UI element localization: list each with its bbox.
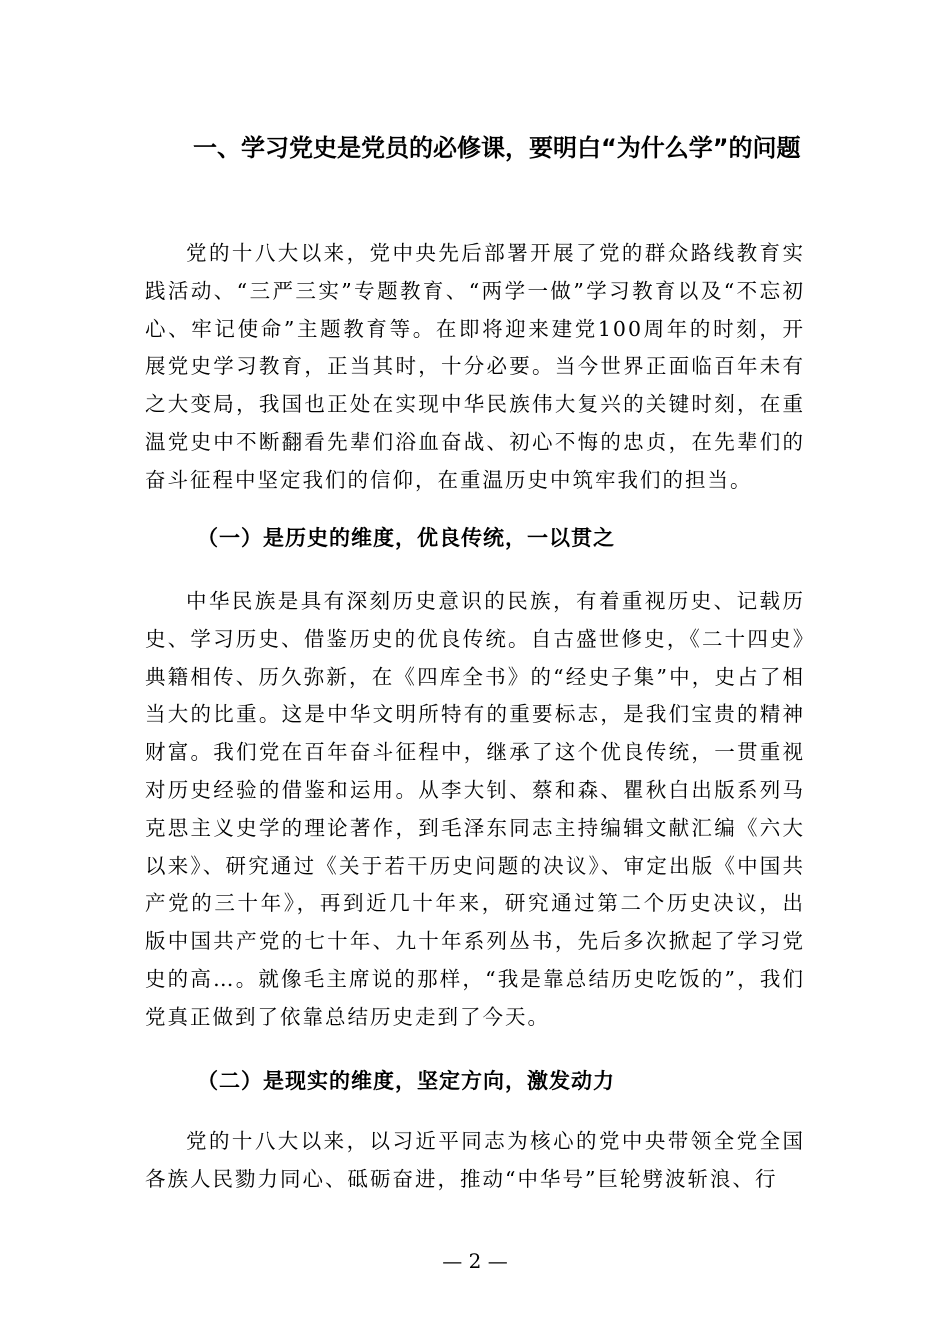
subsection-paragraph-2: 党的十八大以来，以习近平同志为核心的党中央带领全党全国各族人民勠力同心、砥砺奋进，推动“中华号”巨轮劈波斩浪、行 xyxy=(145,1129,805,1191)
subsection-heading-1: （一）是历史的维度，优良传统，一以贯之 xyxy=(197,526,615,550)
page-number: — 2 — xyxy=(442,1249,508,1273)
subsection-heading-2: （二）是现实的维度，坚定方向，激发动力 xyxy=(197,1069,615,1093)
section-heading: 一、学习党史是党员的必修课，要明白“为什么学”的问题 xyxy=(193,134,801,162)
intro-paragraph: 党的十八大以来，党中央先后部署开展了党的群众路线教育实践活动、“三严三实”专题教育、“两学一做”学习教育以及“不忘初心、牢记使命”主题教育等。在即将迎来建党100周年的时刻，开展党史学习教育，正当其时，十分必要。当今世界正面临百年未有之大变局，我国也正处在实现中华民族伟大复兴的关键时刻，在重温党史中不断翻看先辈们浴血奋战、初心不悔的忠贞，在先辈们的奋斗征程中坚定我们的信仰，在重温历史中筑牢我们的担当。 xyxy=(145,241,805,492)
subsection-paragraph-1: 中华民族是具有深刻历史意识的民族，有着重视历史、记载历史、学习历史、借鉴历史的优良传统。自古盛世修史，《二十四史》典籍相传、历久弥新，在《四库全书》的“经史子集”中，史占了相当大的比重。这是中华文明所特有的重要标志，是我们宝贵的精神财富。我们党在百年奋斗征程中，继承了这个优良传统，一贯重视对历史经验的借鉴和运用。从李大钊、蔡和森、瞿秋白出版系列马克思主义史学的理论著作，到毛泽东同志主持编辑文献汇编《六大以来》、研究通过《关于若干历史问题的决议》、审定出版《中国共产党的三十年》，再到近几十年来，研究通过第二个历史决议，出版中国共产党的七十年、九十年系列丛书，先后多次掀起了学习党史的高…。就像毛主席说的那样，“我是靠总结历史吃饭的”，我们党真正做到了依靠总结历史走到了今天。 xyxy=(145,589,805,1029)
